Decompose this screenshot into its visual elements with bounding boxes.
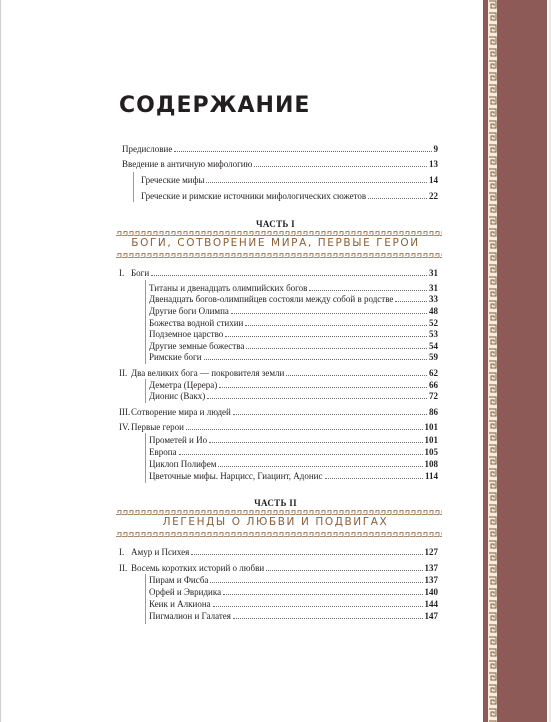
meander-ornament (116, 510, 442, 515)
toc-entry-label: Божества водной стихии (149, 318, 244, 328)
toc-page-number: 48 (429, 306, 438, 316)
part-title: БОГИ, СОТВОРЕНИЕ МИРА, ПЕРВЫЕ ГЕРОИ (131, 237, 420, 249)
toc-page-number: 9 (433, 144, 438, 154)
toc-page-number: 140 (424, 587, 438, 597)
dot-leader (191, 554, 422, 555)
dot-leader (223, 594, 422, 595)
toc-entry-label: Другие земные божества (149, 341, 245, 351)
toc-page-number: 33 (429, 294, 438, 304)
dot-leader (246, 348, 427, 349)
toc-entry[interactable] (149, 435, 438, 446)
toc-entry[interactable] (149, 459, 438, 470)
chapter-number: IV. (119, 422, 130, 432)
dot-leader (207, 398, 427, 399)
toc-page-number: 101 (424, 422, 438, 432)
toc-entry-label: Римские боги (149, 352, 202, 362)
dot-leader (254, 166, 427, 167)
chapter-number: III. (119, 407, 131, 417)
toc-page-number: 127 (424, 547, 438, 557)
dot-leader (210, 582, 422, 583)
toc-entry-label: Титаны и двенадцать олимпийских богов (149, 283, 308, 293)
dot-leader (368, 198, 427, 199)
chapter-number: II. (119, 563, 128, 573)
toc-entry-label: Дионис (Вакх) (149, 391, 206, 401)
toc-entry[interactable] (149, 587, 438, 598)
page-title: СОДЕРЖАНИЕ (119, 93, 311, 118)
meander-ornament (116, 532, 442, 537)
part-label: ЧАСТЬ II (254, 498, 297, 508)
dot-leader (204, 359, 427, 360)
toc-entry[interactable] (149, 352, 438, 363)
toc-entry[interactable] (149, 294, 438, 305)
toc-entry[interactable] (119, 407, 438, 418)
chapter-number: I. (119, 547, 125, 557)
dot-leader (266, 570, 422, 571)
toc-page-number: 137 (424, 575, 438, 585)
dot-leader (151, 275, 427, 276)
dot-leader (309, 290, 427, 291)
toc-entry[interactable] (149, 575, 438, 586)
toc-page-number: 105 (424, 447, 438, 457)
indent-rule (145, 433, 146, 483)
dot-leader (233, 618, 423, 619)
toc-entry[interactable] (119, 547, 438, 558)
toc-page-number: 62 (429, 368, 438, 378)
toc-entry[interactable] (119, 422, 438, 433)
part-title: ЛЕГЕНДЫ О ЛЮБВИ И ПОДВИГАХ (162, 516, 389, 528)
chapter-number: II. (119, 368, 128, 378)
toc-entry[interactable] (149, 447, 438, 458)
toc-page-number: 66 (429, 380, 438, 390)
indent-rule (133, 172, 134, 202)
toc-entry[interactable] (149, 471, 438, 482)
dot-leader (174, 151, 431, 152)
toc-entry[interactable] (119, 368, 438, 379)
toc-entry-label: Кеик и Алкиона (149, 599, 211, 609)
dot-leader (213, 606, 423, 607)
indent-rule (145, 574, 146, 624)
toc-entry-label: Предисловие (122, 144, 173, 154)
dot-leader (186, 429, 423, 430)
toc-entry[interactable] (119, 563, 438, 574)
toc-entry-label: Подземное царство (149, 329, 224, 339)
dot-leader (225, 336, 427, 337)
toc-entry[interactable] (119, 268, 438, 279)
dot-leader (325, 478, 423, 479)
toc-entry[interactable] (149, 318, 438, 329)
toc-entry[interactable] (149, 599, 438, 610)
toc-entry-label: Греческие мифы (141, 175, 205, 185)
toc-entry[interactable] (149, 283, 438, 294)
dot-leader (231, 313, 427, 314)
toc-entry-label: Орфей и Эвридика (149, 587, 222, 597)
toc-page-number: 53 (429, 329, 438, 339)
toc-entry-label: Цветочные мифы. Нарцисс, Гиацинт, Адонис (149, 471, 323, 481)
toc-entry-label: Пирам и Фисба (149, 575, 209, 585)
dot-leader (245, 325, 427, 326)
toc-page-number: 72 (429, 391, 438, 401)
toc-page-number: 14 (429, 175, 438, 185)
toc-entry[interactable] (149, 329, 438, 340)
dot-leader (233, 414, 427, 415)
toc-page-number: 147 (424, 611, 438, 621)
dot-leader (179, 454, 423, 455)
toc-page-number: 22 (429, 191, 438, 201)
toc-entry[interactable] (149, 611, 438, 622)
indent-rule (145, 280, 146, 364)
toc-entry[interactable] (122, 159, 438, 170)
chapter-number: I. (119, 268, 125, 278)
toc-entry-label: Первые герои (131, 422, 184, 432)
toc-page-number: 114 (424, 471, 438, 481)
toc-entry[interactable] (122, 144, 438, 155)
toc-page-number: 59 (429, 352, 438, 362)
toc-page-number: 31 (429, 283, 438, 293)
meander-ornament (116, 253, 442, 258)
toc-entry[interactable] (149, 306, 438, 317)
dot-leader (286, 375, 427, 376)
toc-entry-label: Восемь коротких историй о любви (131, 563, 265, 573)
toc-entry-label: Сотворение мира и людей (131, 407, 231, 417)
toc-entry[interactable] (149, 380, 438, 391)
dot-leader (209, 442, 422, 443)
dot-leader (219, 387, 427, 388)
dot-leader (218, 466, 422, 467)
toc-entry-label: Греческие и римские источники мифологических сюжетов (141, 191, 367, 201)
toc-page-number: 86 (429, 407, 438, 417)
toc-entry-label: Двенадцать богов-олимпийцев состояли между собой в родстве (149, 294, 394, 304)
toc-entry-label: Введение в античную мифологию (122, 159, 253, 169)
toc-page-number: 31 (429, 268, 438, 278)
toc-page-number: 54 (429, 341, 438, 351)
part-label: ЧАСТЬ I (256, 219, 295, 229)
toc-page-number: 144 (424, 599, 438, 609)
dot-leader (206, 182, 427, 183)
toc-entry-label: Пигмалион и Галатея (149, 611, 231, 621)
toc-entry-label: Амур и Психея (131, 547, 190, 557)
toc-entry[interactable] (149, 341, 438, 352)
meander-ornament (116, 231, 442, 236)
toc-page-number: 108 (424, 459, 438, 469)
toc-entry[interactable] (141, 175, 438, 186)
toc-entry[interactable] (141, 191, 438, 202)
toc-page-number: 13 (429, 159, 438, 169)
toc-entry-label: Другие боги Олимпа (149, 306, 229, 316)
indent-rule (145, 379, 146, 403)
dot-leader (395, 301, 427, 302)
toc-entry-label: Два великих бога — покровителя земли (131, 368, 285, 378)
toc-entry-label: Боги (131, 268, 150, 278)
toc-entry-label: Циклоп Полифем (149, 459, 217, 469)
toc-entry-label: Деметра (Церера) (149, 380, 218, 390)
toc-page-number: 101 (424, 435, 438, 445)
toc-page-number: 137 (424, 563, 438, 573)
toc-entry-label: Прометей и Ио (149, 435, 208, 445)
toc-entry-label: Европа (149, 447, 177, 457)
toc-entry[interactable] (149, 391, 438, 402)
toc-page-number: 52 (429, 318, 438, 328)
